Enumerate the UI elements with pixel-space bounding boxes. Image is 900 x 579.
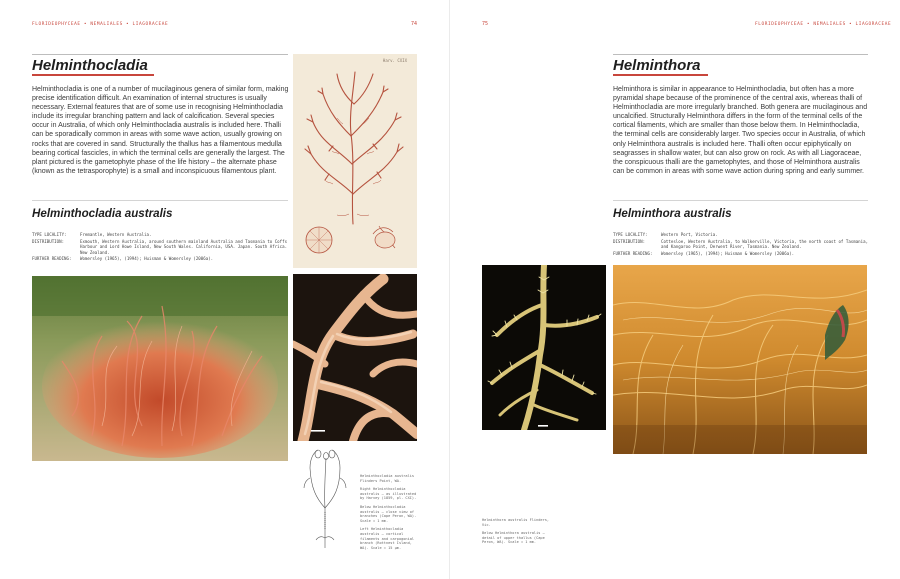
species-details: [613, 232, 869, 257]
right-captions: [482, 518, 552, 549]
page-number: 75: [482, 21, 489, 27]
heading-underline: [32, 74, 154, 76]
running-head: FLORIDEOPHYCEAE • NEMALIALES • LIAGORACEAE: [755, 22, 892, 27]
genus-heading: Helminthocladia: [32, 57, 148, 74]
branches-closeup-photo: [293, 274, 417, 441]
heading-rule: [32, 54, 288, 55]
cortical-filament-drawing: [296, 448, 354, 548]
heading-underline: [613, 74, 708, 76]
species-heading: Helminthocladia australis: [32, 207, 173, 220]
genus-description: Helminthora is similar in appearance to Helminthocladia, but often has a more pyramidal shape because of the prominence of the central axis, whereas thalli of Helminthocladia are more irregularly branched. Both genera are mucilaginous and uncalcified. Structurally Helminthora differs in the form of the terminal cells of the cortical filaments, which are smaller than those below them. In Helminthocladia, the terminal cells are considerably larger. Two species occur in Australia, of which only Helminthora australis is included here. Thalli often occur epiphytically on seagrasses in shallow water, but can also grow on rock. As with all Liagoraceae, the conspicuous thalli are the gametophytes, and those of Helminthora australis can be common in areas with some wave action during spring and early summer.: [613, 86, 868, 175]
detail-row-distribution: DISTRIBUTION: Exmouth, Western Australia, around southern mainland Australia and Tasmania to Coffs Harbour and Lord Howe Island, New South Wales. California, USA. Japan. South Africa. New Zealand.: [32, 238, 288, 255]
running-head: FLORIDEOPHYCEAE • NEMALIALES • LIAGORACEAE: [32, 22, 169, 27]
caption-main: Helminthocladia australis Flinders Point, WA.: [360, 474, 415, 483]
caption-right: Right Helminthocladia australis – as illustrated by Harvey (1859, pl. CXI).: [360, 487, 417, 501]
section-rule: [613, 200, 868, 201]
detail-row-further-reading: FURTHER READING: Womersley (1965), (1994); Huisman & Womersley (2006a).: [32, 256, 214, 262]
detail-row-further-reading: FURTHER READING: Womersley (1965), (1994); Huisman & Womersley (2006a).: [613, 250, 795, 256]
heading-rule: [613, 54, 868, 55]
caption-left: Left Helminthocladia australis – cortical filaments and carpogonial branch (Rottnest Island, WA). Scale = 15 µm.: [360, 527, 415, 550]
plate-label: Harv. CXIX: [382, 58, 407, 63]
species-heading: Helminthora australis: [613, 207, 732, 220]
page-number: 74: [411, 21, 418, 27]
genus-heading: Helminthora: [613, 57, 701, 74]
detail-row-distribution: DISTRIBUTION: Cottesloe, Western Australia, to Walkerville, Victoria, the north coast of Tasmania, and Kangaroo Point, Derwent River, Tasmania. New Zealand.: [613, 238, 869, 250]
caption-below: Below Helminthocladia australis – close view of branches (Cape Peron, WA). Scale = 1 mm.: [360, 504, 417, 523]
section-rule: [32, 200, 288, 201]
helminthocladia-photo: [32, 276, 288, 461]
left-captions: [360, 474, 422, 554]
detail-row-type-locality: TYPE LOCALITY: Fremantle, Western Australia.: [32, 232, 152, 237]
harvey-plate-illustration: [293, 54, 417, 268]
right-page: [450, 0, 900, 579]
detail-row-type-locality: TYPE LOCALITY: Western Port, Victoria.: [613, 232, 718, 237]
caption-below: Below Helminthora australis – detail of upper thallus (Cape Peron, WA). Scale = 1 mm.: [482, 531, 545, 545]
helminthora-photo: [613, 265, 867, 454]
upper-thallus-closeup-photo: [482, 265, 606, 430]
species-details: [32, 232, 290, 263]
genus-description: Helminthocladia is one of a number of mucilaginous genera of similar form, making precise identification difficult. An examination of internal structures is usually necessary. External features that are of some use in recognising Helminthocladia include its irregular branching pattern and lack of calcification. Several species occur in Australia, of which only Helminthocladia australis is included here. Thalli can be sporadically common in areas with some wave action, usually growing on rocks that are covered in sand. Structurally the thallus has a filamentous medulla bearing cortical fascicles, in which the terminal cells are generally the largest. The plant pictured is the gametophyte phase of the life history – the alternate phase (known as the tetrasporophyte) is a small and inconspicuous filamentous plant.: [32, 86, 289, 175]
caption-main: Helminthora australis Flinders, Vic.: [482, 518, 550, 527]
